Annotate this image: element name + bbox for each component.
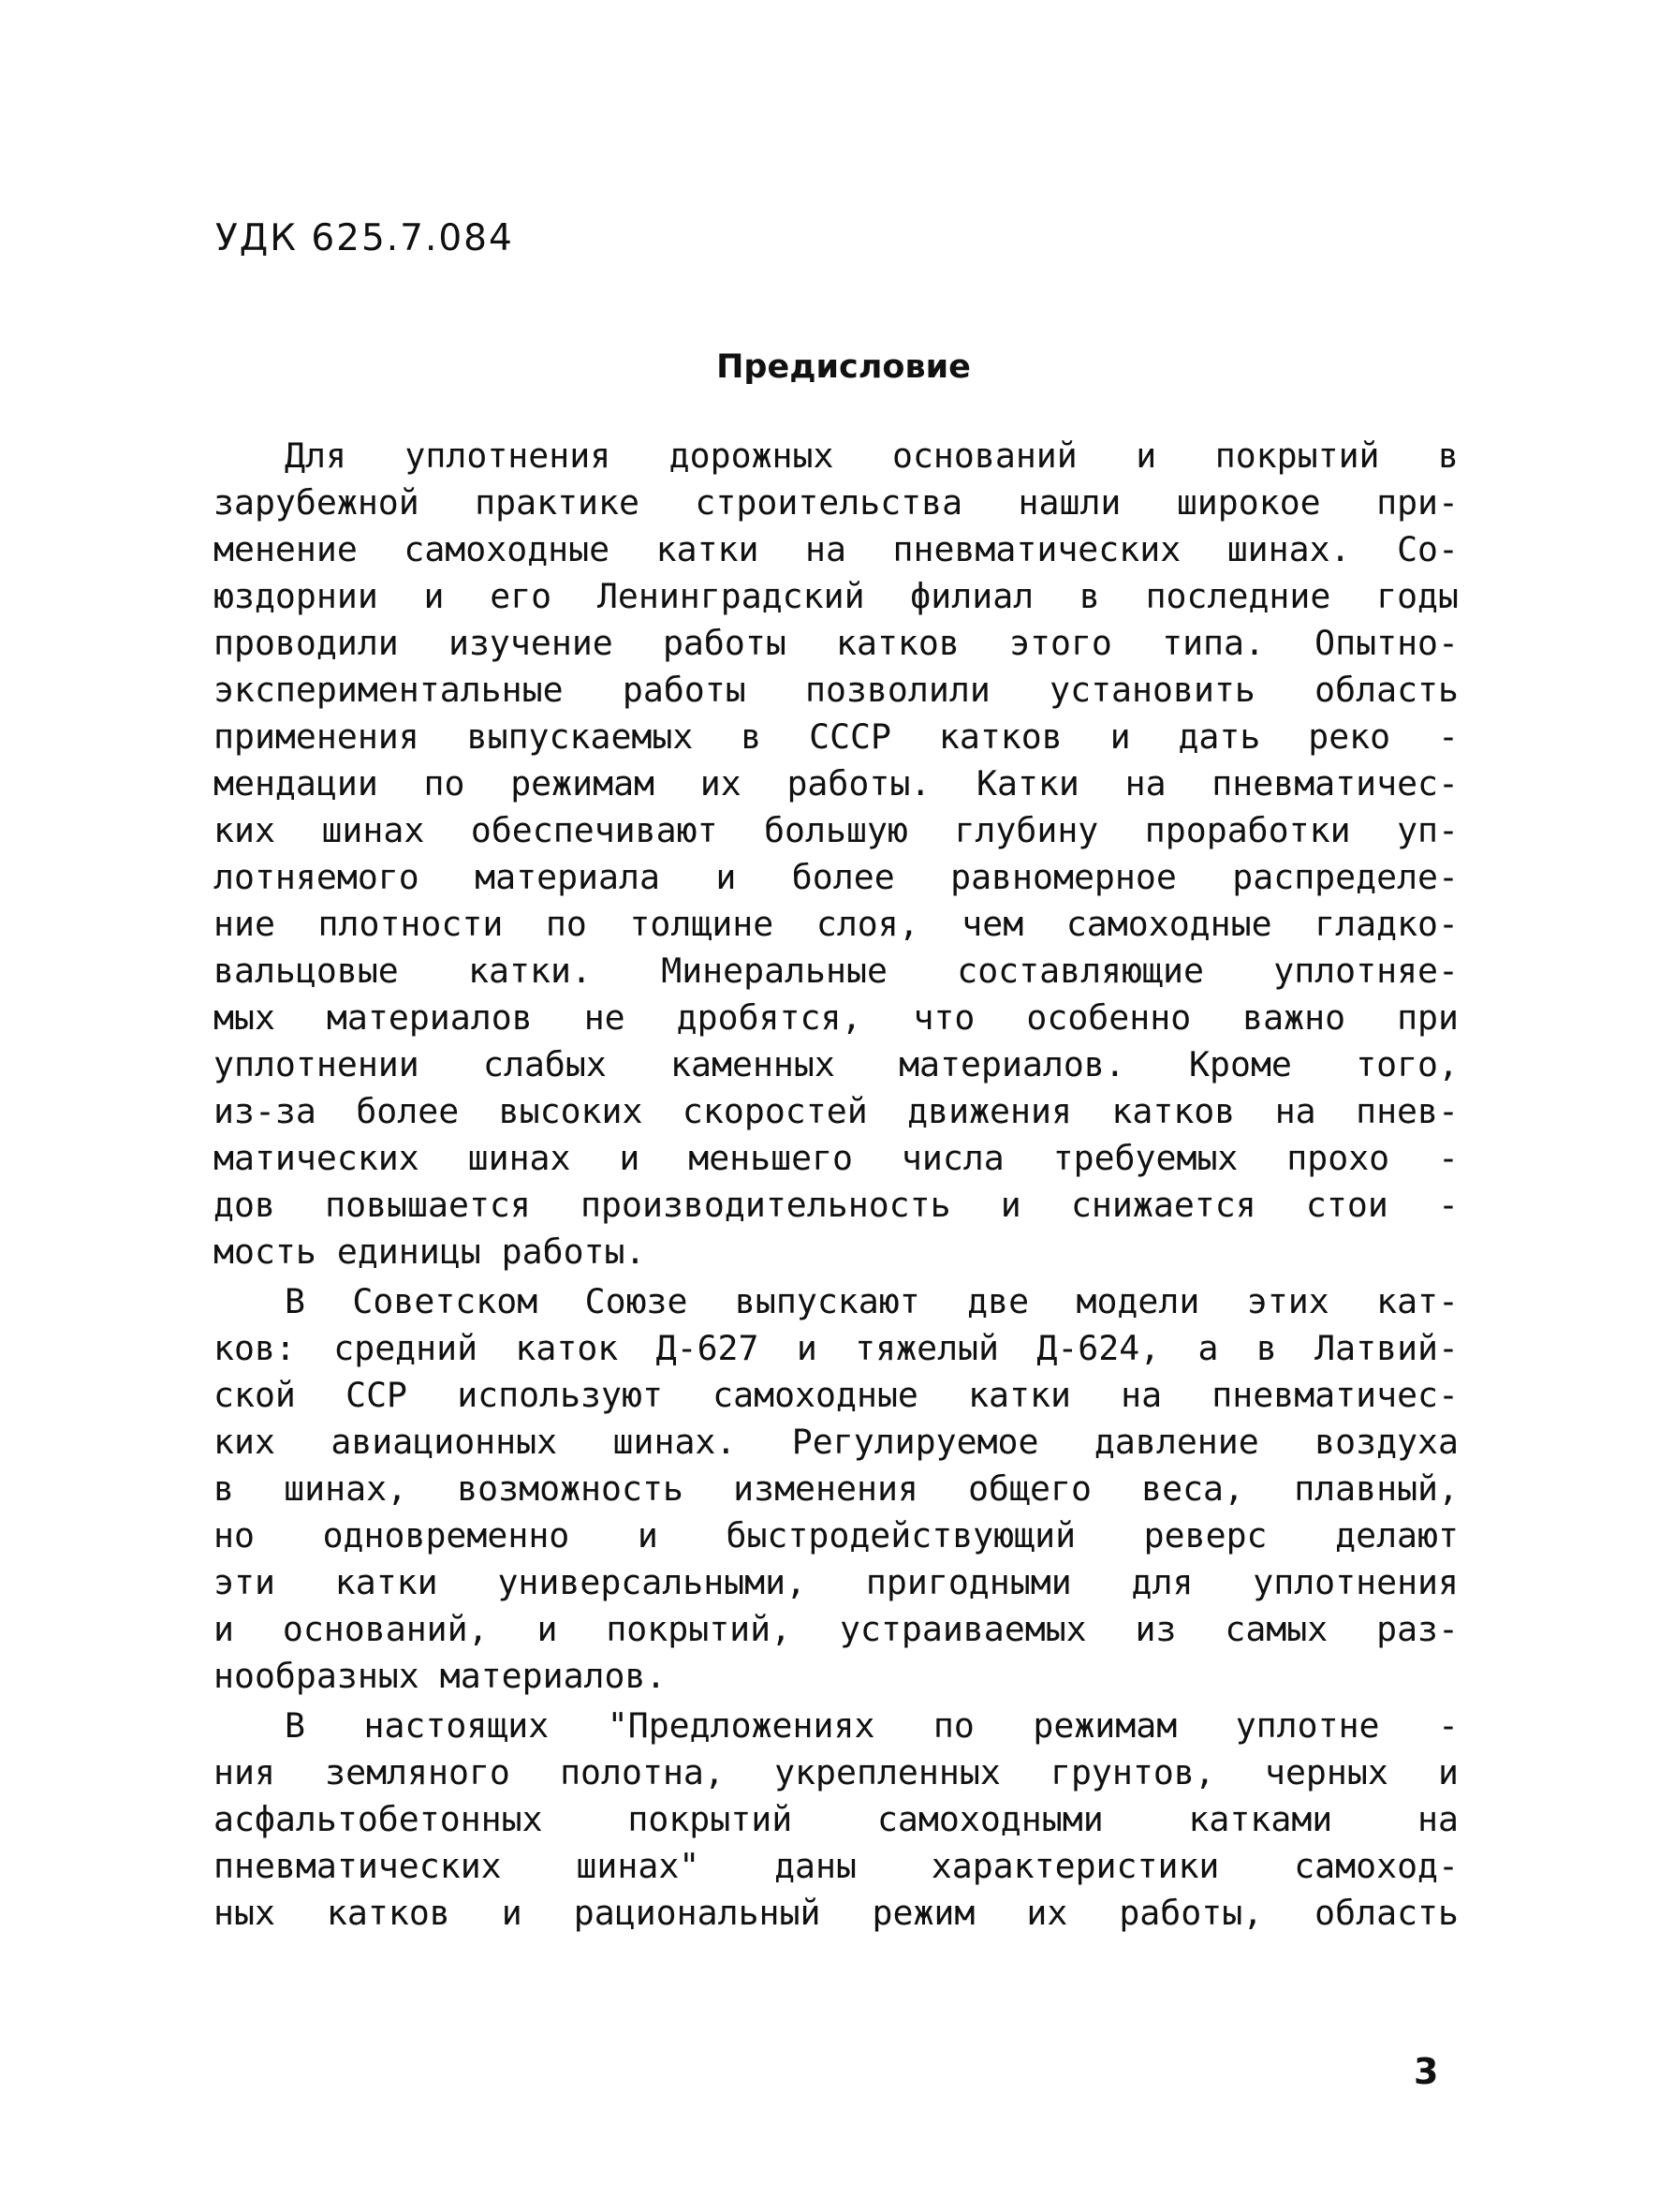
text-line: применения выпускаемых в СССР катков и дать реко - (213, 716, 1459, 757)
section-title: Предисловие (716, 348, 971, 386)
text-line: зарубежной практике строительства нашли широкое при- (213, 482, 1459, 523)
text-line: дов повышается производительность и снижается стои - (213, 1185, 1459, 1225)
text-line: В Советском Союзе выпускают две модели этих кат- (285, 1281, 1459, 1321)
text-line: пневматических шинах" даны характеристики самоход- (213, 1846, 1459, 1886)
text-line: из-за более высоких скоростей движения катков на пнев- (213, 1091, 1459, 1131)
text-line: в шинах, возможность изменения общего веса, плавный, (213, 1468, 1459, 1509)
udk-code: УДК 625.7.084 (215, 217, 514, 259)
text-line: вальцовые катки. Минеральные составляющие уплотняе- (213, 951, 1459, 991)
text-line: уплотнении слабых каменных материалов. Кроме того, (213, 1044, 1459, 1084)
text-line: ных катков и рациональный режим их работы, область (213, 1893, 1459, 1933)
text-line: экспериментальные работы позволили установить область (213, 670, 1459, 710)
text-line: нообразных материалов. (213, 1656, 667, 1696)
text-line: ской ССР используют самоходные катки на пневматичес- (213, 1375, 1459, 1415)
text-line: ния земляного полотна, укрепленных грунтов, черных и (213, 1752, 1459, 1792)
page-number: 3 (1414, 2051, 1439, 2092)
text-line: эти катки универсальными, пригодными для уплотнения (213, 1562, 1459, 1602)
text-line: В настоящих "Предложениях по режимам уплотне - (285, 1705, 1459, 1746)
text-line: и оснований, и покрытий, устраиваемых из самых раз- (213, 1609, 1459, 1649)
text-line: ние плотности по толщине слоя, чем самоходные гладко- (213, 904, 1459, 944)
text-line: лотняемого материала и более равномерное распределе- (213, 857, 1459, 897)
text-line: ких авиационных шинах. Регулируемое давление воздуха (213, 1422, 1459, 1462)
text-line: мость единицы работы. (213, 1231, 646, 1272)
text-line: асфальтобетонных покрытий самоходными катками на (213, 1799, 1459, 1839)
text-line: мых материалов не дробятся, что особенно важно при (213, 997, 1459, 1038)
text-line: ких шинах обеспечивают большую глубину проработки уп- (213, 810, 1459, 850)
text-line: ков: средний каток Д-627 и тяжелый Д-624, а в Латвий- (213, 1328, 1459, 1368)
text-line: матических шинах и меньшего числа требуемых прохо - (213, 1138, 1459, 1178)
text-line: проводили изучение работы катков этого типа. Опытно- (213, 623, 1459, 663)
text-line: мендации по режимам их работы. Катки на пневматичес- (213, 763, 1459, 804)
text-line: юздорнии и его Ленинградский филиал в последние годы (213, 576, 1459, 616)
text-line: менение самоходные катки на пневматических шинах. Со- (213, 529, 1459, 569)
body-text (213, 433, 1459, 1937)
text-line: но одновременно и быстродействующий реверс делают (213, 1515, 1459, 1556)
text-line: Для уплотнения дорожных оснований и покрытий в (285, 435, 1459, 476)
